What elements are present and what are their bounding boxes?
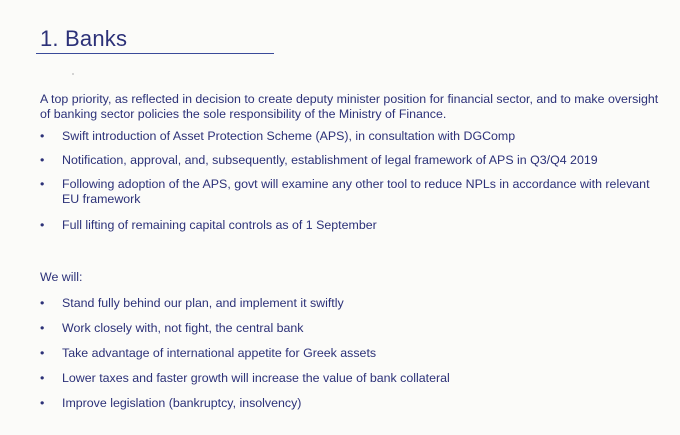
heading-underline (36, 53, 274, 54)
list-item-text: Following adoption of the APS, govt will examine any other tool to reduce NPLs in accordance with relevant EU framework (62, 177, 650, 206)
priorities-list (40, 129, 660, 242)
bullet-marker: • (40, 129, 45, 143)
list-item-text: Notification, approval, and, subsequently, establishment of legal framework of APS in Q3/Q4 2019 (62, 153, 598, 167)
list-item-text: Work closely with, not fight, the central bank (62, 321, 304, 335)
bullet-marker: • (40, 177, 45, 191)
bullet-marker: • (40, 346, 45, 360)
list-item (40, 296, 660, 311)
bullet-marker: • (40, 296, 45, 310)
list-item (40, 153, 660, 168)
list-item (40, 371, 660, 386)
list-item (40, 396, 660, 411)
intro-paragraph: A top priority, as reflected in decision to create deputy minister position for financial sector, and to make oversight of banking sector policies the sole responsibility of the Ministry of Finance. (40, 92, 659, 121)
bullet-marker: • (40, 321, 45, 335)
list-item (40, 177, 660, 207)
list-item (40, 346, 660, 361)
list-item (40, 129, 660, 144)
bullet-marker: • (40, 218, 45, 232)
scan-speck (72, 73, 74, 75)
commitments-list (40, 296, 660, 421)
list-item-text: Stand fully behind our plan, and implement it swiftly (62, 296, 344, 310)
bullet-marker: • (40, 153, 45, 167)
list-item-text: Lower taxes and faster growth will increase the value of bank collateral (62, 371, 450, 385)
bullet-marker: • (40, 396, 45, 410)
we-will-label: We will: (40, 270, 83, 284)
bullet-marker: • (40, 371, 45, 385)
list-item-text: Full lifting of remaining capital controls as of 1 September (62, 218, 377, 232)
list-item (40, 218, 660, 233)
list-item (40, 321, 660, 336)
list-item-text: Improve legislation (bankruptcy, insolvency) (62, 396, 302, 410)
list-item-text: Take advantage of international appetite for Greek assets (62, 346, 377, 360)
list-item-text: Swift introduction of Asset Protection Scheme (APS), in consultation with DGComp (62, 129, 516, 143)
section-heading: 1. Banks (40, 26, 128, 51)
